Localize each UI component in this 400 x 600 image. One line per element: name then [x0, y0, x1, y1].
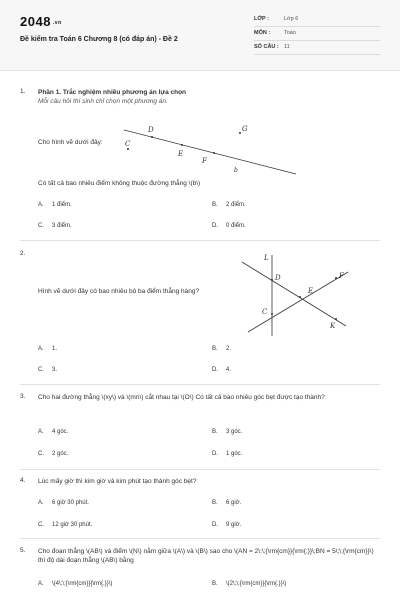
option-text: 1 góc. [226, 451, 243, 457]
line-b [124, 130, 296, 174]
option-letter: B. [212, 581, 218, 587]
point-label-g: G [242, 125, 248, 133]
option-text: 1. [52, 346, 58, 352]
point-label-d: D [275, 274, 281, 282]
option-letter: B. [212, 346, 218, 352]
point-label-f: F [339, 272, 344, 280]
divider [20, 469, 380, 470]
divider [20, 538, 380, 539]
option-d[interactable] [212, 223, 246, 229]
logo-text: 2048 [20, 14, 51, 29]
meta-class [254, 16, 380, 27]
question-stem: Cho đoạn thẳng \(AB\) và điểm \(N\) nằm giữa \(A\) và \(B\) sao cho \(AN = 2\;\;{\rm{cm}}{\rm{;}}\;BN = 5\;\;{\rm{cm}}\) thì độ dài đoạn thẳng \(AB\) bằng [38, 548, 374, 564]
meta-value: Toán [284, 30, 296, 36]
point-d [151, 136, 153, 138]
site-logo[interactable] [20, 14, 62, 29]
option-letter: B. [212, 202, 218, 208]
option-c[interactable] [38, 522, 92, 528]
question-1 [20, 88, 380, 238]
option-a[interactable] [38, 581, 112, 587]
point-label-e: E [308, 287, 314, 295]
option-letter: C. [38, 367, 44, 373]
meta-subject [254, 30, 380, 41]
point-d [271, 279, 273, 281]
point-f [335, 277, 337, 279]
point-label-k: K [330, 322, 336, 330]
question-2 [20, 250, 380, 380]
option-letter: A. [38, 429, 44, 435]
option-b[interactable] [212, 202, 246, 208]
option-letter: A. [38, 581, 44, 587]
option-letter: C. [38, 451, 44, 457]
option-d[interactable] [212, 451, 242, 457]
option-d[interactable] [212, 522, 241, 528]
option-text: 1 điểm. [52, 202, 72, 208]
question-4 [20, 477, 380, 537]
question-stem: Có tất cả bao nhiêu điểm không thuộc đường thẳng \(b\) [38, 180, 201, 187]
option-text: 2 góc. [52, 451, 69, 457]
point-label-l: L [264, 254, 269, 262]
option-letter: B. [212, 429, 218, 435]
question-number: 4. [20, 477, 26, 484]
question-stem: Lúc mấy giờ thì kim giờ và kim phút tạo thành góc bẹt? [38, 478, 197, 485]
option-d[interactable] [212, 367, 231, 373]
option-letter: D. [212, 451, 218, 457]
question-stem: Cho hai đường thẳng \(xy\) và \(mn\) cắt nhau tại \(O\) Có tất cả bao nhiêu góc bẹt được tạo thành? [38, 394, 325, 401]
instruction-text: Mỗi câu hỏi thí sinh chỉ chọn một phương án. [38, 98, 168, 105]
point-c [127, 148, 129, 150]
option-text: 9 giờ. [226, 522, 242, 528]
point-e [299, 296, 301, 298]
option-text: \(4\;\;{\rm{cm}}{\rm{.}}\) [52, 581, 113, 587]
option-text: 3 góc. [226, 429, 243, 435]
point-label-c: C [262, 308, 268, 316]
question-number: 5. [20, 547, 26, 554]
option-b[interactable] [212, 500, 241, 506]
option-letter: C. [38, 223, 44, 229]
meta-label: LỚP : [254, 16, 269, 22]
option-letter: D. [212, 223, 218, 229]
option-c[interactable] [38, 451, 68, 457]
meta-value: 11 [284, 44, 290, 50]
point-g [239, 132, 241, 134]
option-c[interactable] [38, 367, 57, 373]
figure-label: Cho hình vẽ dưới đây: [38, 139, 103, 146]
question-number: 3. [20, 393, 26, 400]
option-text: 12 giờ 30 phút. [52, 522, 93, 528]
option-b[interactable] [212, 346, 231, 352]
point-label-f: F [202, 157, 207, 165]
option-text: 2. [226, 346, 232, 352]
option-text: 6 giờ 30 phút. [52, 500, 89, 506]
option-letter: A. [38, 346, 44, 352]
point-k [335, 318, 337, 320]
option-b[interactable] [212, 429, 242, 435]
question-5 [20, 547, 380, 597]
question-number: 1. [20, 88, 26, 95]
option-text: 4. [226, 367, 232, 373]
option-letter: D. [212, 367, 218, 373]
option-text: 3 điểm. [52, 223, 72, 229]
point-f [213, 152, 215, 154]
option-text: \(2\;\;{\rm{cm}}{\rm{.}}\) [226, 581, 287, 587]
meta-value: Lớp 6 [284, 16, 299, 22]
page-header [0, 0, 400, 71]
point-c [271, 313, 273, 315]
line-figure-1 [110, 116, 310, 178]
divider [20, 384, 380, 385]
point-label-d: D [148, 126, 154, 134]
option-a[interactable] [38, 202, 72, 208]
divider [20, 240, 380, 241]
section-title: Phần 1. Trắc nghiệm nhiều phương án lựa chọn [38, 89, 187, 96]
logo-suffix: .vn [52, 19, 62, 26]
document-title: Đề kiểm tra Toán 6 Chương 8 (có đáp án) - Đề 2 [20, 36, 178, 43]
option-letter: C. [38, 522, 44, 528]
point-label-e: E [178, 150, 184, 158]
line-dk [242, 262, 346, 326]
option-letter: B. [212, 500, 218, 506]
option-text: 0 điểm. [226, 223, 246, 229]
option-b[interactable] [212, 581, 286, 587]
option-text: 6 giờ. [226, 500, 242, 506]
line-label-b: b [234, 167, 238, 174]
question-3 [20, 393, 380, 468]
point-e [181, 144, 183, 146]
option-text: 3. [52, 367, 58, 373]
question-number: 2. [20, 250, 26, 257]
point-label-c: C [125, 140, 131, 148]
option-a[interactable] [38, 500, 89, 506]
meta-label: SỐ CÂU : [254, 44, 279, 50]
option-letter: D. [212, 522, 218, 528]
question-stem: Hình vẽ dưới đây có bao nhiêu bộ ba điểm thẳng hàng? [38, 288, 200, 295]
option-letter: A. [38, 500, 44, 506]
option-c[interactable] [38, 223, 72, 229]
option-text: 2 điểm. [226, 202, 246, 208]
meta-count [254, 44, 380, 55]
option-letter: A. [38, 202, 44, 208]
option-text: 4 góc. [52, 429, 69, 435]
option-a[interactable] [38, 429, 68, 435]
meta-label: MÔN : [254, 30, 271, 36]
option-a[interactable] [38, 346, 57, 352]
